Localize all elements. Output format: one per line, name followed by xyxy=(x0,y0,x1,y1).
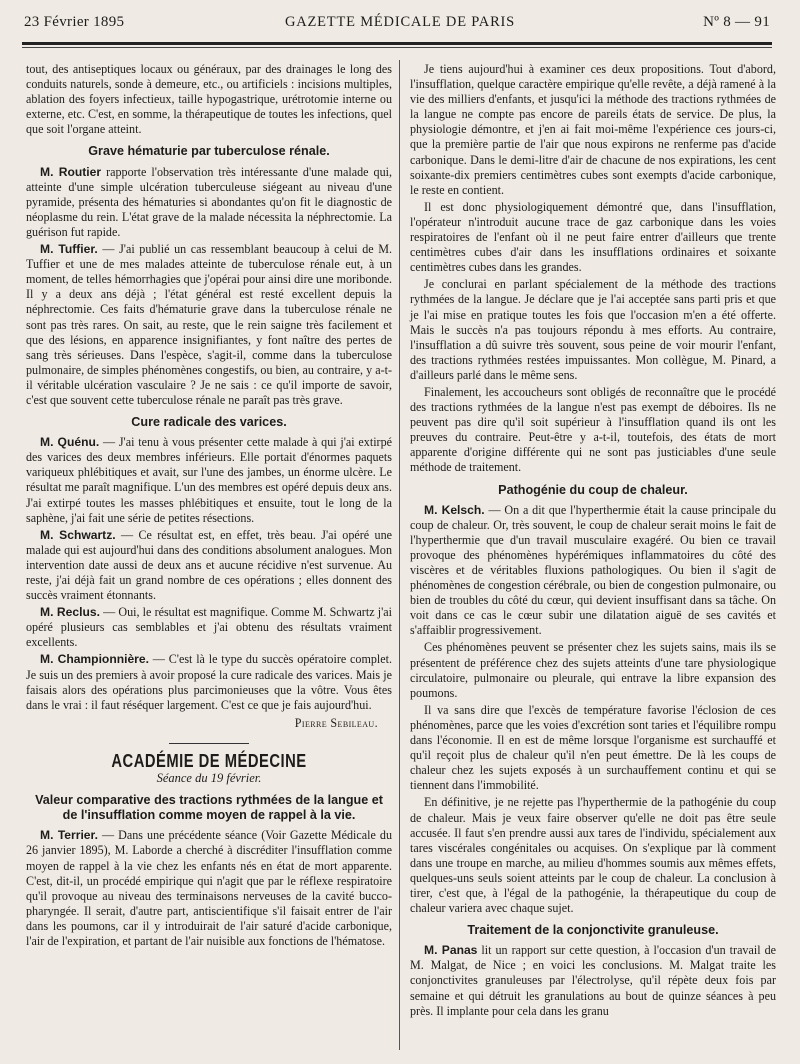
paragraph-schwartz: M. Schwartz. — Ce résultat est, en effet, très beau. J'ai opéré une malade qui est aujourd'hui dans des conditions absolument analogues. Mon intervention date aussi de deux ans et aucune récidive n'est survenue. Au reste, j'ai déjà fait un grand nombre de ces opérations ; elles donnent des succès vraiment étonnants. xyxy=(26,527,392,603)
paragraph-r1: Je tiens aujourd'hui à examiner ces deux propositions. Tout d'abord, l'insufflation, quelque caractère empirique qu'elle revête, a déjà ramené à la vie des milliers d'enfants, et jusqu'ici la méthode des tractions rythmées de la langue ne compte pas encore de pareils états de service. De plus, la physiologie démontre, et j'en ai fait moi-même l'expérience ces jours-ci, que la première partie de l'air que nous expirons ne renferme pas d'acide carbonique. Dans le demi-litre d'air de chacune de nos expirations, les cent soixante-dix premiers centimètres cubes sont exempts d'acide carbonique, le reste en contient. xyxy=(410,62,776,197)
heading-valeur: Valeur comparative des tractions rythmées de la langue et de l'insufflation comme moyen de rappel à la vie. xyxy=(35,793,383,823)
right-column xyxy=(410,62,776,1021)
speaker-schwartz: M. Schwartz. xyxy=(40,527,116,542)
academie-heading: ACADÉMIE DE MÉDECINE xyxy=(111,750,307,771)
paragraph-routier: M. Routier rapporte l'observation très intéressante d'une malade qui, atteinte d'une simple ulcération tuberculeuse siégeant au niveau d'une pyramide, présenta des hématuries si abondantes qu'on fit le diagnostic de néoplasme du rein. L'état grave de la malade nécessita la néphrectomie. La guérison fut rapide. xyxy=(26,164,393,239)
heading-pathogenie: Pathogénie du coup de chaleur. xyxy=(498,482,688,497)
paragraph-kelsch: M. Kelsch. — On a dit que l'hyperthermie était la cause principale du coup de chaleur. Or, très souvent, le coup de chaleur serait moins le fait de l'hyperthermie que d'un travail musculaire exagéré. Ou bien ce travail provoque des phénomènes hypérémiques inflammatoires du côté des viscères et de véritables fluxions pathologiques. Ou bien il s'agit de phénomènes de congestion cérébrale, ou bien de congestion pulmonaire, ou bien de troubles du côté du cœur, qui devient insuffisant dans sa tâche. On voit dans ce cas le cœur subir une dilatation aiguë de ses cavités et s'affaiblir progressivement. xyxy=(410,502,776,638)
speaker-routier: M. Routier xyxy=(40,164,102,179)
paragraph-tuffier: M. Tuffier. — J'ai publié un cas ressemblant beaucoup à celui de M. Tuffier et une de mes malades atteinte de tuberculose rénale eut, à un moment, de telles hémorrhagies que j'opérai pour ainsi dire une moribonde. Il y a deux ans déjà ; l'état général est resté excellent depuis la néphrectomie. Ces faits d'hématurie grave dans la tuberculose rénale ne sont pas très rares. On sait, au reste, que le rein saigne très facilement et que des lésions, en apparence insignifiantes, y font naître des pertes de sang très sérieuses. Dans l'espèce, s'agit-il, comme dans la tuberculose pulmonaire, de simples phénomènes congestifs, ou bien, au contraire, y a-t-il véritable ulcération vasculaire ? Je ne sais : ce qu'il importe de savoir, c'est que souvent cette tuberculose rénale ne paraît pas très grave. xyxy=(26,242,392,407)
paragraph-intro: tout, des antiseptiques locaux ou généraux, par des drainages le long des conduits naturels, sonde à demeure, etc., ou artificiels : incisions multiples, ablation des foyers infectieux, taille hypogastrique, urétrotomie interne ou externe, etc. C'est, en somme, la thérapeutique de toutes les infections, quel que soit l'organe atteint. xyxy=(26,62,392,137)
paragraph-r6: Il va sans dire que l'excès de température favorise l'éclosion de ces phénomènes, parce que les voies d'excrétion sont taries et l'équilibre rompu dans l'économie. Il en est de même lorsque l'organisme est surchauffé et qu'il reçoit plus de chaleur qu'il n'en peut émettre. De là les coups de chaleur chez les sujets exposés à un surchauffement continu et qui se tiennent dans l'immobilité. xyxy=(410,702,776,793)
speaker-tuffier: M. Tuffier. xyxy=(40,242,98,257)
header-rule xyxy=(22,42,772,45)
header-page-number: Nº 8 — 91 xyxy=(703,14,770,30)
speaker-panas: M. Panas xyxy=(424,943,478,958)
speaker-kelsch: M. Kelsch. xyxy=(424,502,485,517)
paragraph-r2: Il est donc physiologiquement démontré que, dans l'insufflation, l'opérateur n'introduit aucune trace de gaz carbonique dans les voies respiratoires de l'enfant où il ne peut faire entrer d'ailleurs que trente centimètres cubes d'air dans les insufflations ordinaires et soixante centimètres cubes dans les grandes. xyxy=(410,199,776,275)
seance-date: Séance du 19 février. xyxy=(156,771,262,786)
heading-varices: Cure radicale des varices. xyxy=(131,415,287,430)
paragraph-r4: Finalement, les accoucheurs sont obligés de reconnaître que le procédé des tractions rythmées de la langue n'est pas exempt de déboires. Ils ne peuvent pas dire qu'il soit supérieur à l'insufflation quand ils ont les preuves du contraire. Peut-être y a-t-il, toutefois, des états de mort apparente d'origine différente qui ne sont pas justiciables d'une seule méthode de traitement. xyxy=(410,384,776,475)
speaker-reclus: M. Reclus. xyxy=(40,605,100,620)
header-date: 23 Février 1895 xyxy=(24,14,125,30)
header-title: GAZETTE MÉDICALE DE PARIS xyxy=(284,14,516,30)
section-separator xyxy=(169,743,249,744)
speaker-quenu: M. Quénu. xyxy=(40,435,100,450)
speaker-championniere: M. Championnière. xyxy=(40,652,149,667)
signature: Pierre Sebileau. xyxy=(294,715,378,730)
paragraph-quenu: M. Quénu. — J'ai tenu à vous présenter cette malade à qui j'ai extirpé des varices des deux membres inférieurs. Elle portait d'énormes paquets variqueux phlébitiques et avait, sur l'une des jambes, un énorme ulcère. Le résultat me paraît magnifique. L'un des membres est opéré depuis deux ans. J'ai extirpé toutes les masses phlébitiques et ensuite, tout le long de la saphène, j'ai fait une série de petites résections. xyxy=(26,435,392,525)
paragraph-terrier: M. Terrier. — Dans une précédente séance (Voir Gazette Médicale du 26 janvier 1895), M. Laborde a cherché à discréditer l'insufflation comme moyen de rappel à la vie chez les enfants nés en état de mort apparente. C'est, dit-il, un procédé empirique qui n'agit que par le réflexe respiratoire qu'il provoque au niveau des terminaisons nerveuses de la cavité bucco-pharyngée. Il serait, d'autre part, antiscientifique s'il faisait entrer de l'air dans les poumons, car il y introduirait de l'air saturé d'acide carbonique, l'air de l'expiration, et partant de l'air nuisible aux fonctions de l'hématose. xyxy=(26,828,392,948)
heading-conjonctivite: Traitement de la conjonctivite granuleuse. xyxy=(467,923,719,938)
column-divider xyxy=(399,60,400,1050)
left-column xyxy=(26,62,392,951)
paragraph-reclus: M. Reclus. — Oui, le résultat est magnifique. Comme M. Schwartz j'ai opéré plusieurs cas semblables et j'ai obtenu des résultats vraiment excellents. xyxy=(26,605,392,650)
speaker-terrier: M. Terrier. xyxy=(40,828,98,843)
paragraph-championniere: M. Championnière. — C'est là le type du succès opératoire complet. Je suis un des premiers à avoir proposé la cure radicale des varices. Mais je faisais alors des opérations plus parcimonieuses que la vôtre. Vous êtes dans le vrai : il faut réséquer largement. C'est ce que je fais aujourd'hui. xyxy=(26,652,393,712)
header-rule-thin xyxy=(22,47,772,48)
paragraph-panas: M. Panas lit un rapport sur cette question, à l'occasion d'un travail de M. Malgat, de Nice ; en voici les conclusions. M. Malgat traite les conjonctivites granuleuses par l'électrolyse, qu'il répète deux fois par semaine et qui détruit les granulations au bout de quinze séances à peu près. Il implante pour cela dans les granu xyxy=(410,943,776,1018)
paragraph-r7: En définitive, je ne rejette pas l'hyperthermie de la pathogénie du coup de chaleur. Mais je veux faire observer qu'elle ne doit pas être seule accusée. Il faut s'en prendre aussi aux tares de l'individu, spécialement aux tares viscérales congénitales ou acquises. On s'explique par là comment dans une troupe en marche, au milieu d'hommes soumis aux mêmes effets, quelques-uns seuls soient atteints par le coup de chaleur. La conclusion à tirer, c'est que, à l'égal de la pathogénie, la thérapeutique du coup de chaleur variera avec chaque sujet. xyxy=(410,795,776,916)
paragraph-r3: Je conclurai en parlant spécialement de la méthode des tractions rythmées de la langue. Je déclare que je l'ai acceptée sans parti pris et que je l'ai mise en pratique toutes les fois que l'occasion m'en a été offerte. Mais le succès n'a pas toujours répondu à mes efforts. Au contraire, l'insufflation a dû suivre très souvent, sous peine de voir mourir l'enfant, des tractions rythmées restées impuissantes. Mon collègue, M. Pinard, a d'ailleurs parlé dans le même sens. xyxy=(410,277,776,382)
heading-hematurie: Grave hématurie par tuberculose rénale. xyxy=(88,144,330,159)
paragraph-r5: Ces phénomènes peuvent se présenter chez les sujets sains, mais ils se présentent de préférence chez des sujets atteints d'une tare physiologique circulatoire, pulmonaire ou pleurale, qui entrave la libre expansion des poumons. xyxy=(410,640,776,700)
